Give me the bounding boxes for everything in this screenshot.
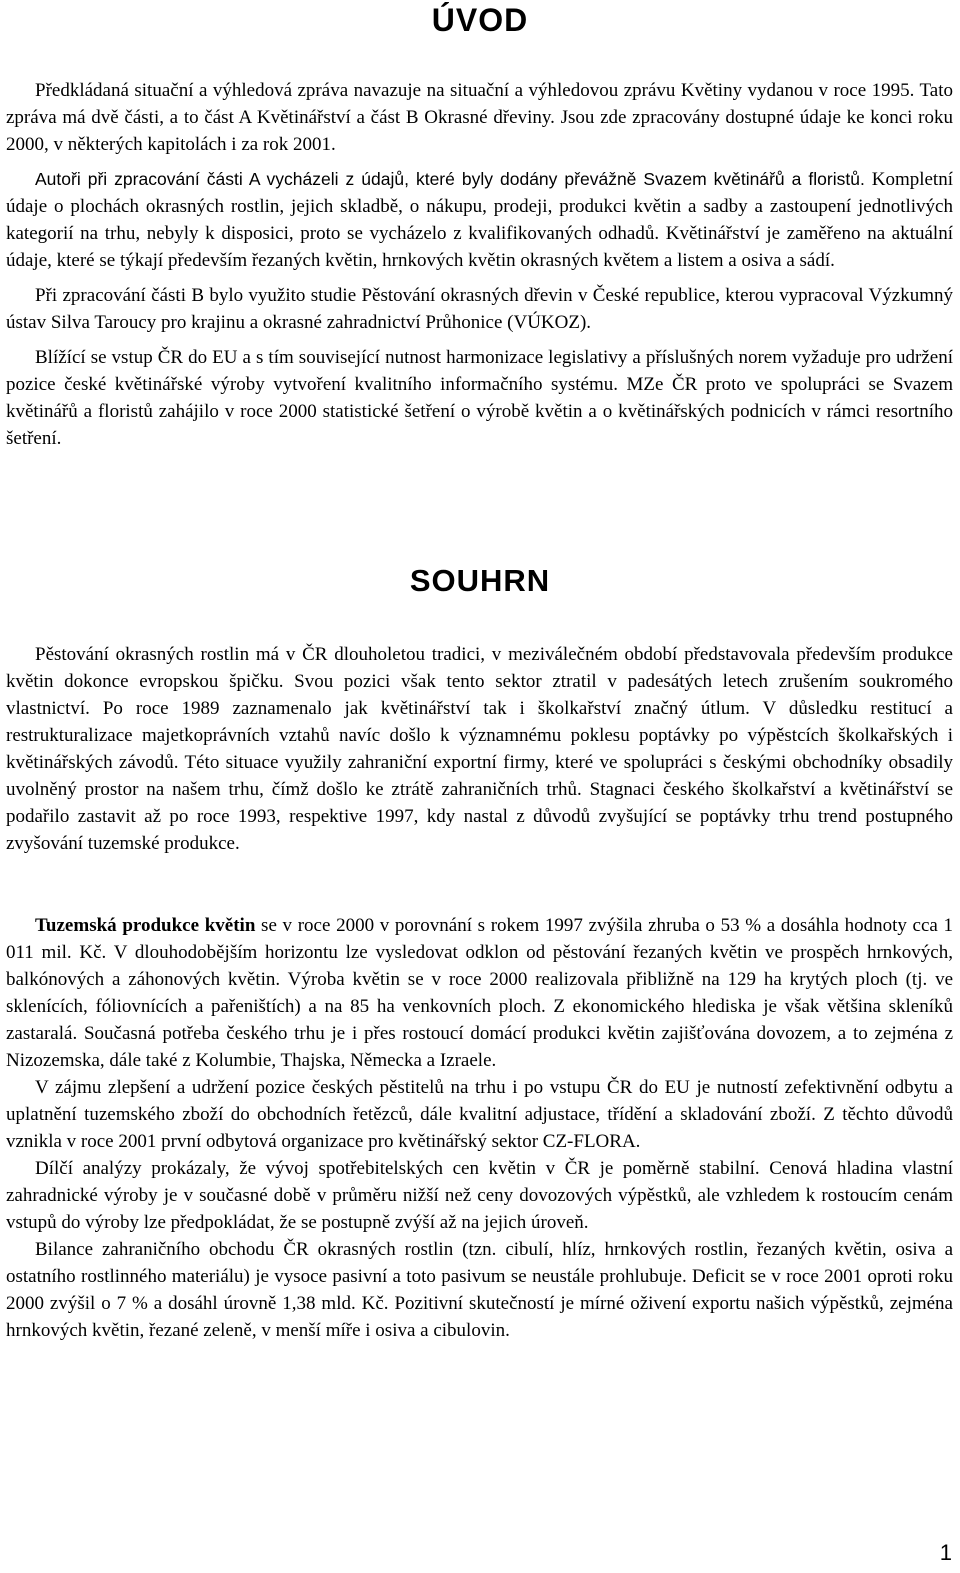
page-number: 1	[939, 1540, 952, 1565]
production-rest: se v roce 2000 v porovnání s rokem 1997 zvýšila zhruba o 53 % a dosáhla hodnoty cca 1 011 mil. Kč. V dlouhodobějším horizontu lze vysledovat odklon od pěstování řezaných květin ve prospěch hrnkových, balkónových a záhonových květin. Výroba květin se v roce 2000 realizovala přibližně na 129 ha krytých ploch (tj. ve sklenících, fóliovnících a pařeništích) a na 85 ha venkovních ploch. Z ekonomického hlediska je však většina skleníků zastaralá. Současná potřeba českého trhu je i přes rostoucí domácí produkci květin zajišťována dovozem, a to zejména z Nizozemska, dále také z Kolumbie, Thajska, Německa a Izraele.	[6, 915, 953, 1071]
section-title-uvod: ÚVOD	[431, 2, 529, 38]
uvod-paragraph-4: Blížící se vstup ČR do EU a s tím související nutnost harmonizace legislativy a příslušných norem vyžaduje pro udržení pozice české květinářské výroby vytvoření kvalitního informačního systému. MZe ČR proto ve spolupráci se Svazem květinářů a floristů zahájilo v roce 2000 statistické šetření o výrobě květin a o květinářských podnicích v rámci resortního šetření.	[6, 347, 953, 449]
souhrn-intro-paragraph: Pěstování okrasných rostlin má v ČR dlouholetou tradici, v meziválečném období představovala především produkce květin dokonce evropskou špičku. Svou pozici však tento sektor ztratil v padesátých letech zrušením soukromého vlastnictví. Po roce 1989 zaznamenalo jak květinářství tak i školkařství značný útlum. V důsledku restitucí a restrukturalizace majetkoprávních vztahů navíc došlo k významnému poklesu poptávky po výpěstcích školkařských i květinářských závodů. Této situace využily zahraniční exportní firmy, které ve spolupráci s českými obchodníky obsadily uvolněný prostor na našem trhu, čímž došlo ke ztrátě zahraničních trhů. Stagnaci českého školkařství a květinářství se podařilo zastavit až po roce 1993, respektive 1997, kdy nastal z důvodů zvyšující se poptávky trhu trend postupného zvyšování tuzemské produkce.	[6, 644, 953, 854]
souhrn-paragraph-trade: Bilance zahraničního obchodu ČR okrasných rostlin (tzn. cibulí, hlíz, hrnkových rostlin, řezaných květin, osiva a ostatního rostlinného materiálu) je vysoce pasivní a toto pasivum se neustále prohlubuje. Deficit se v roce 2001 oproti roku 2000 zvýšil o 7 % a dosáhl úrovně 1,38 mld. Kč. Pozitivní skutečností je mírné oživení exportu našich výpěstků, zejména hrnkových květin, řezané zeleně, v menší míře i osiva a cibulovin.	[6, 1239, 953, 1341]
uvod-paragraph-2-lead: Autoři při zpracování části A vycházeli z údajů, které byly dodány převážně Svazem květinářů a floristů.	[35, 169, 865, 189]
souhrn-production-paragraph	[6, 912, 953, 1074]
uvod-paragraph-3: Při zpracování části B bylo využito studie Pěstování okrasných dřevin v České republice, kterou vypracoval Výzkumný ústav Silva Taroucy pro krajinu a okrasné zahradnictví Průhonice (VÚKOZ).	[6, 285, 953, 333]
souhrn-main-block	[6, 912, 953, 1344]
souhrn-intro-block	[6, 641, 953, 857]
uvod-paragraph-1: Předkládaná situační a výhledová zpráva navazuje na situační a výhledovou zprávu Květiny vydanou v roce 1995. Tato zpráva má dvě části, a to část A Květinářství a část B Okrasné dřeviny. Jsou zde zpracovány dostupné údaje ke konci roku 2000, v některých kapitolách i za rok 2001.	[6, 80, 953, 155]
section-title-souhrn: SOUHRN	[409, 563, 551, 598]
souhrn-paragraph-czflora: V zájmu zlepšení a udržení pozice českých pěstitelů na trhu i po vstupu ČR do EU je nutností zefektivnění odbytu a uplatnění tuzemského zboží do obchodních řetězců, dále kvalitní adjustace, třídění a skladování zboží. Z těchto důvodů vznikla v roce 2001 první odbytová organizace pro květinářský sektor CZ-FLORA.	[6, 1077, 953, 1152]
uvod-section	[6, 77, 953, 452]
uvod-paragraph-2-rest: Kompletní údaje o plochách okrasných rostlin, jejich skladbě, o nákupu, prodeji, produkci květin a sadby a zastoupení jednotlivých kategorií na trhu, nebyly k disposici, proto se vycházelo z kvalifikovaných odhadů. Květinářství je zaměřeno na aktuální údaje, které se týkají především řezaných květin, hrnkových květin okrasných květem a listem a osiva a sádí.	[6, 169, 953, 271]
production-bold-lead: Tuzemská produkce květin	[35, 915, 256, 936]
uvod-paragraph-2	[6, 166, 953, 274]
souhrn-paragraph-prices: Dílčí analýzy prokázaly, že vývoj spotřebitelských cen květin v ČR je poměrně stabilní. Cenová hladina vlastní zahradnické výroby je v současné době v průměru nižší než ceny dovozových výpěstků, ale vzhledem k rostoucím cenám vstupů do výroby lze předpokládat, že se postupně zvýší až na jejich úroveň.	[6, 1158, 953, 1233]
